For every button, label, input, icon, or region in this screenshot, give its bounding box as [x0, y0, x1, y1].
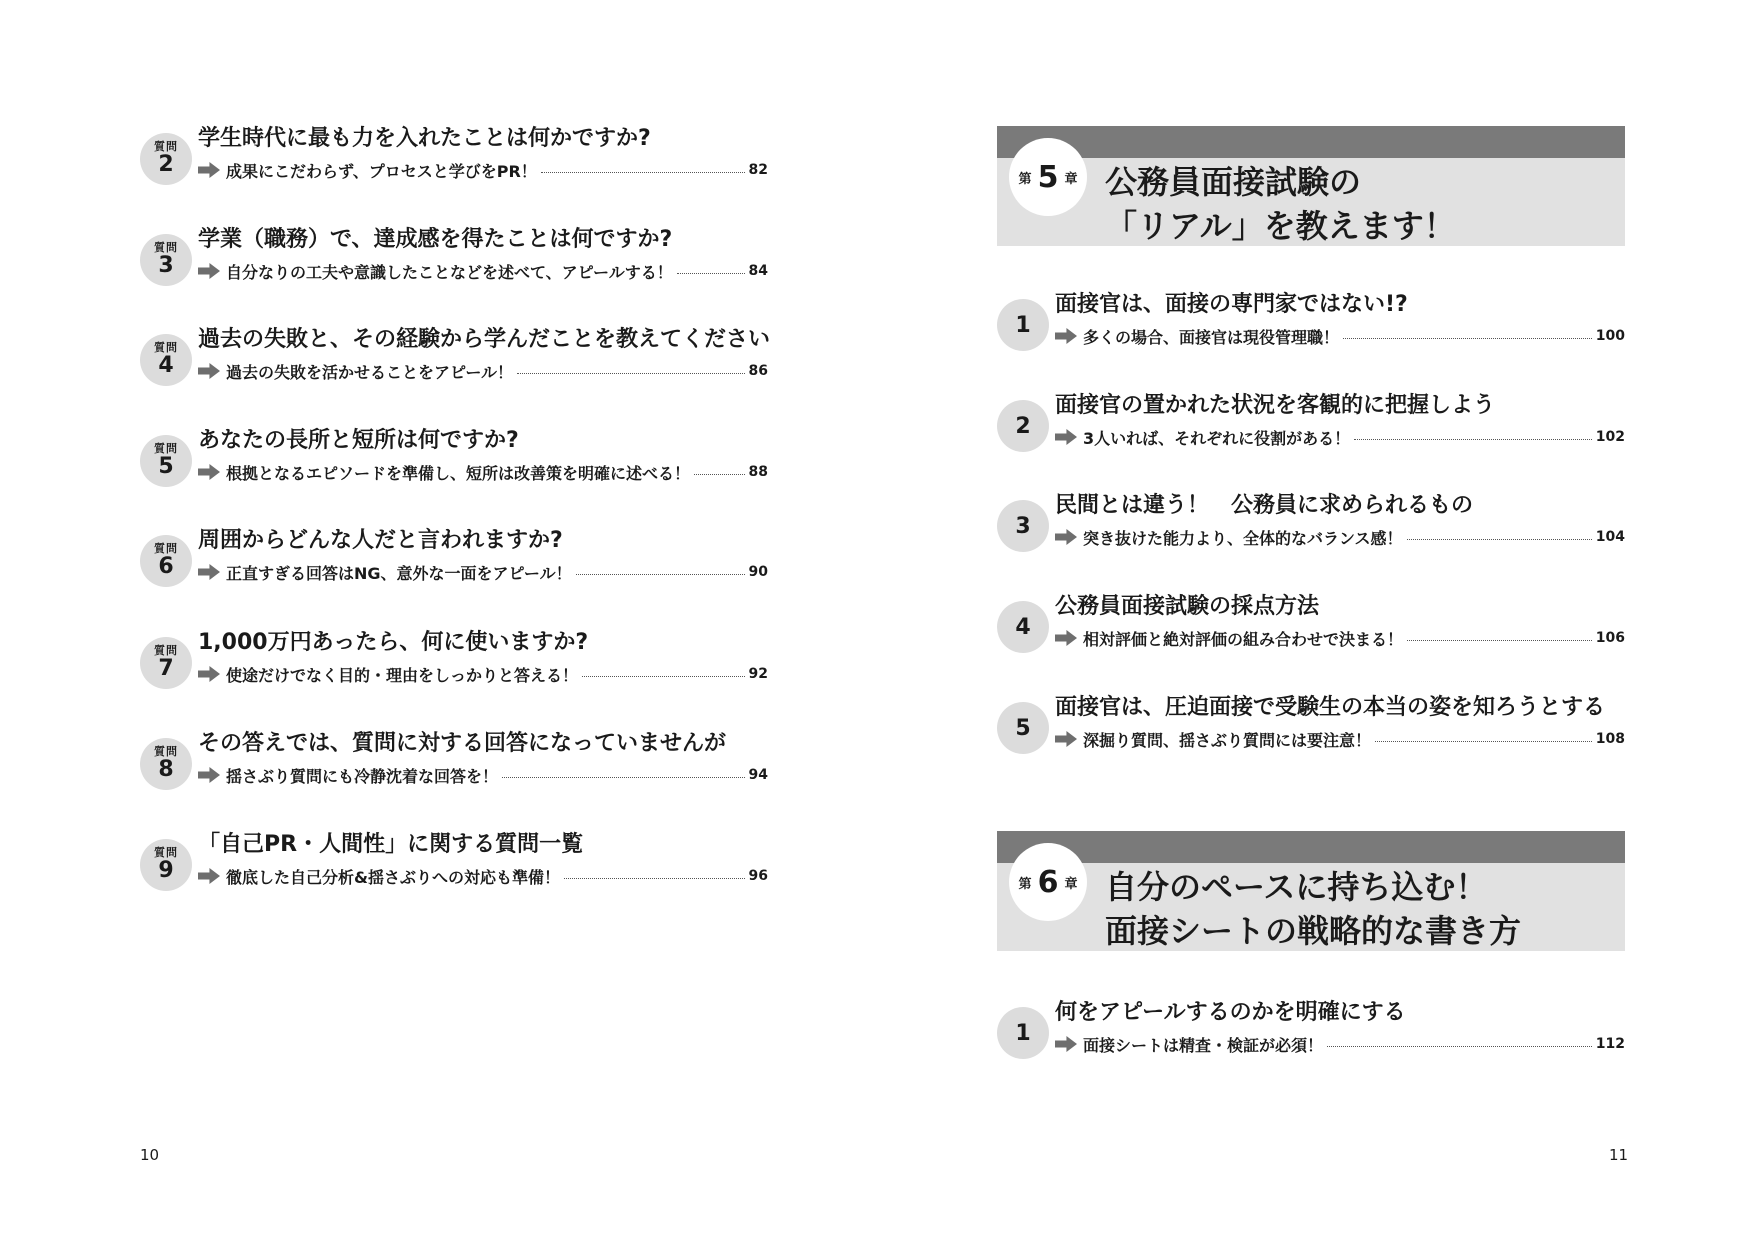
- entry-subtitle-row: [1055, 625, 1625, 651]
- entry-title: 民間とは違う！ 公務員に求められるもの: [1055, 493, 1474, 518]
- entry-subtitle: 徹底した自己分析&揺さぶりへの対応も準備！: [226, 867, 560, 887]
- question-badge-label: 質問: [154, 745, 178, 758]
- dotted-leader: [694, 474, 745, 475]
- page-number: 96: [748, 868, 768, 884]
- question-badge: [140, 535, 192, 587]
- dotted-leader: [1327, 1046, 1592, 1047]
- entry-subtitle: 相対評価と絶対評価の組み合わせで決まる！: [1083, 629, 1404, 649]
- arrow-right-icon: [1055, 328, 1077, 344]
- chapter-title-line-2: 面接シートの戦略的な書き方: [1105, 912, 1522, 950]
- question-badge-label: 質問: [154, 140, 178, 153]
- question-number: 9: [158, 858, 174, 883]
- entry-title: 「自己PR・人間性」に関する質問一覧: [198, 832, 584, 857]
- chapter-title-line-1: 公務員面接試験の: [1105, 163, 1362, 201]
- toc-entry-question-7[interactable]: [140, 631, 768, 701]
- entry-subtitle-row: [198, 661, 768, 687]
- page-number: 84: [748, 263, 768, 279]
- question-number: 4: [158, 353, 174, 378]
- dotted-leader: [502, 777, 745, 778]
- section-number: 4: [1015, 614, 1031, 640]
- entry-subtitle-row: [198, 863, 768, 889]
- question-number: 3: [158, 253, 174, 278]
- toc-entry-ch5-3[interactable]: [997, 494, 1625, 564]
- toc-entry-question-8[interactable]: [140, 732, 768, 802]
- arrow-right-icon: [198, 162, 220, 178]
- entry-subtitle-row: [1055, 1031, 1625, 1057]
- arrow-right-icon: [198, 767, 220, 783]
- dotted-leader: [1407, 640, 1592, 641]
- toc-entry-question-9[interactable]: [140, 833, 768, 903]
- toc-entry-ch5-1[interactable]: [997, 293, 1625, 363]
- question-badge-label: 質問: [154, 644, 178, 657]
- chapter-5-header[interactable]: [997, 126, 1625, 246]
- arrow-right-icon: [1055, 1036, 1077, 1052]
- dotted-leader: [1375, 741, 1592, 742]
- entry-subtitle: 3人いれば、それぞれに役割がある！: [1083, 428, 1351, 448]
- entry-subtitle-row: [1055, 424, 1625, 450]
- toc-entry-ch6-1[interactable]: [997, 1001, 1625, 1071]
- entry-subtitle: 根拠となるエピソードを準備し、短所は改善策を明確に述べる！: [226, 463, 691, 483]
- entry-title: 周囲からどんな人だと言われますか?: [198, 528, 563, 553]
- section-badge: [997, 702, 1049, 754]
- entry-subtitle: 使途だけでなく目的・理由をしっかりと答える！: [226, 665, 579, 685]
- section-number: 1: [1015, 1020, 1031, 1046]
- chapter-number-circle: [1009, 138, 1087, 216]
- page-number: 100: [1595, 328, 1625, 344]
- toc-entry-question-6[interactable]: [140, 529, 768, 599]
- entry-subtitle: 深掘り質問、揺さぶり質問には要注意！: [1083, 730, 1372, 750]
- page-number: 82: [748, 162, 768, 178]
- toc-entry-ch5-2[interactable]: [997, 394, 1625, 464]
- page-number: 104: [1595, 529, 1625, 545]
- entry-subtitle: 正直すぎる回答はNG、意外な一面をアピール！: [226, 563, 572, 583]
- question-badge-label: 質問: [154, 542, 178, 555]
- dotted-leader: [576, 574, 745, 575]
- entry-title: 1,000万円あったら、何に使いますか?: [198, 630, 589, 655]
- toc-entry-ch5-5[interactable]: [997, 696, 1625, 766]
- question-badge: [140, 637, 192, 689]
- right-page: [877, 0, 1755, 1240]
- left-page: [0, 0, 877, 1240]
- dotted-leader: [1354, 439, 1592, 440]
- entry-subtitle-row: [198, 459, 768, 485]
- arrow-right-icon: [1055, 529, 1077, 545]
- page-number: 94: [748, 767, 768, 783]
- entry-title: 面接官は、圧迫面接で受験生の本当の姿を知ろうとする: [1055, 695, 1606, 720]
- entry-title: その答えでは、質問に対する回答になっていませんが: [198, 731, 727, 756]
- chapter-suffix: 章: [1064, 876, 1078, 892]
- question-badge: [140, 738, 192, 790]
- entry-title: 面接官の置かれた状況を客観的に把握しよう: [1055, 393, 1496, 418]
- question-badge: [140, 435, 192, 487]
- page-number: 86: [748, 363, 768, 379]
- section-number: 2: [1015, 413, 1031, 439]
- page-number: 106: [1595, 630, 1625, 646]
- dotted-leader: [677, 273, 745, 274]
- chapter-6-header[interactable]: [997, 831, 1625, 951]
- page-folio-right: 11: [1609, 1146, 1629, 1164]
- section-badge: [997, 1007, 1049, 1059]
- section-number: 1: [1015, 312, 1031, 338]
- question-number: 2: [158, 152, 174, 177]
- toc-entry-question-2[interactable]: [140, 127, 768, 197]
- entry-subtitle-row: [198, 559, 768, 585]
- entry-title: 何をアピールするのかを明確にする: [1055, 1000, 1406, 1025]
- entry-title: 過去の失敗と、その経験から学んだことを教えてください: [198, 327, 771, 352]
- section-number: 3: [1015, 513, 1031, 539]
- entry-subtitle-row: [1055, 323, 1625, 349]
- entry-subtitle-row: [1055, 524, 1625, 550]
- dotted-leader: [517, 373, 744, 374]
- question-badge-label: 質問: [154, 442, 178, 455]
- dotted-leader: [1407, 539, 1592, 540]
- chapter-number: 5: [1037, 159, 1059, 195]
- question-badge: [140, 133, 192, 185]
- arrow-right-icon: [1055, 630, 1077, 646]
- arrow-right-icon: [198, 464, 220, 480]
- question-badge-label: 質問: [154, 241, 178, 254]
- entry-subtitle-row: [1055, 726, 1625, 752]
- entry-subtitle: 多くの場合、面接官は現役管理職！: [1083, 327, 1340, 347]
- entry-subtitle: 突き抜けた能力より、全体的なバランス感！: [1083, 528, 1403, 548]
- section-badge: [997, 299, 1049, 351]
- arrow-right-icon: [198, 666, 220, 682]
- question-number: 6: [158, 554, 174, 579]
- question-badge-label: 質問: [154, 846, 178, 859]
- entry-subtitle-row: [198, 258, 768, 284]
- section-badge: [997, 601, 1049, 653]
- chapter-title-line-2: 「リアル」を教えます！: [1105, 207, 1456, 245]
- chapter-top-bar: [997, 126, 1625, 158]
- entry-title: 学業（職務）で、達成感を得たことは何ですか?: [198, 227, 673, 252]
- entry-subtitle-row: [198, 358, 768, 384]
- entry-title: あなたの長所と短所は何ですか?: [198, 428, 519, 453]
- dotted-leader: [564, 878, 745, 879]
- entry-title: 学生時代に最も力を入れたことは何かですか?: [198, 126, 651, 151]
- toc-entry-question-5[interactable]: [140, 429, 768, 499]
- arrow-right-icon: [1055, 429, 1077, 445]
- dotted-leader: [1343, 338, 1592, 339]
- arrow-right-icon: [198, 363, 220, 379]
- question-badge-label: 質問: [154, 341, 178, 354]
- arrow-right-icon: [198, 564, 220, 580]
- chapter-prefix: 第: [1018, 171, 1032, 187]
- dotted-leader: [582, 676, 745, 677]
- toc-entry-question-3[interactable]: [140, 228, 768, 298]
- arrow-right-icon: [1055, 731, 1077, 747]
- section-number: 5: [1015, 715, 1031, 741]
- page-folio-left: 10: [140, 1146, 160, 1164]
- entry-subtitle-row: [198, 762, 768, 788]
- entry-subtitle: 過去の失敗を活かせることをアピール！: [226, 362, 514, 382]
- page-number: 90: [748, 564, 768, 580]
- entry-subtitle: 成果にこだわらず、プロセスと学びをPR！: [226, 161, 537, 181]
- dotted-leader: [541, 172, 745, 173]
- chapter-prefix: 第: [1018, 876, 1032, 892]
- chapter-number: 6: [1037, 864, 1059, 900]
- section-badge: [997, 400, 1049, 452]
- chapter-title: [1105, 865, 1521, 953]
- page-number: 112: [1595, 1036, 1625, 1052]
- page-number: 88: [748, 464, 768, 480]
- question-number: 5: [158, 454, 174, 479]
- section-badge: [997, 500, 1049, 552]
- entry-subtitle-row: [198, 157, 768, 183]
- chapter-title: [1105, 160, 1456, 248]
- entry-title: 面接官は、面接の専門家ではない!?: [1055, 292, 1408, 317]
- toc-entry-ch5-4[interactable]: [997, 595, 1625, 665]
- page-number: 92: [748, 666, 768, 682]
- question-badge: [140, 234, 192, 286]
- question-badge: [140, 839, 192, 891]
- page-number: 102: [1595, 429, 1625, 445]
- arrow-right-icon: [198, 263, 220, 279]
- chapter-suffix: 章: [1064, 171, 1078, 187]
- chapter-top-bar: [997, 831, 1625, 863]
- arrow-right-icon: [198, 868, 220, 884]
- page-number: 108: [1595, 731, 1625, 747]
- entry-subtitle: 面接シートは精査・検証が必須！: [1083, 1035, 1324, 1055]
- toc-entry-question-4[interactable]: [140, 327, 771, 398]
- entry-title: 公務員面接試験の採点方法: [1055, 594, 1320, 619]
- chapter-title-line-1: 自分のペースに持ち込む！: [1105, 868, 1488, 906]
- entry-subtitle: 自分なりの工夫や意識したことなどを述べて、アピールする！: [226, 262, 673, 282]
- chapter-number-circle: [1009, 843, 1087, 921]
- question-number: 7: [158, 656, 174, 681]
- entry-subtitle: 揺さぶり質問にも冷静沈着な回答を！: [226, 766, 499, 786]
- question-number: 8: [158, 757, 174, 782]
- question-badge: [140, 334, 192, 386]
